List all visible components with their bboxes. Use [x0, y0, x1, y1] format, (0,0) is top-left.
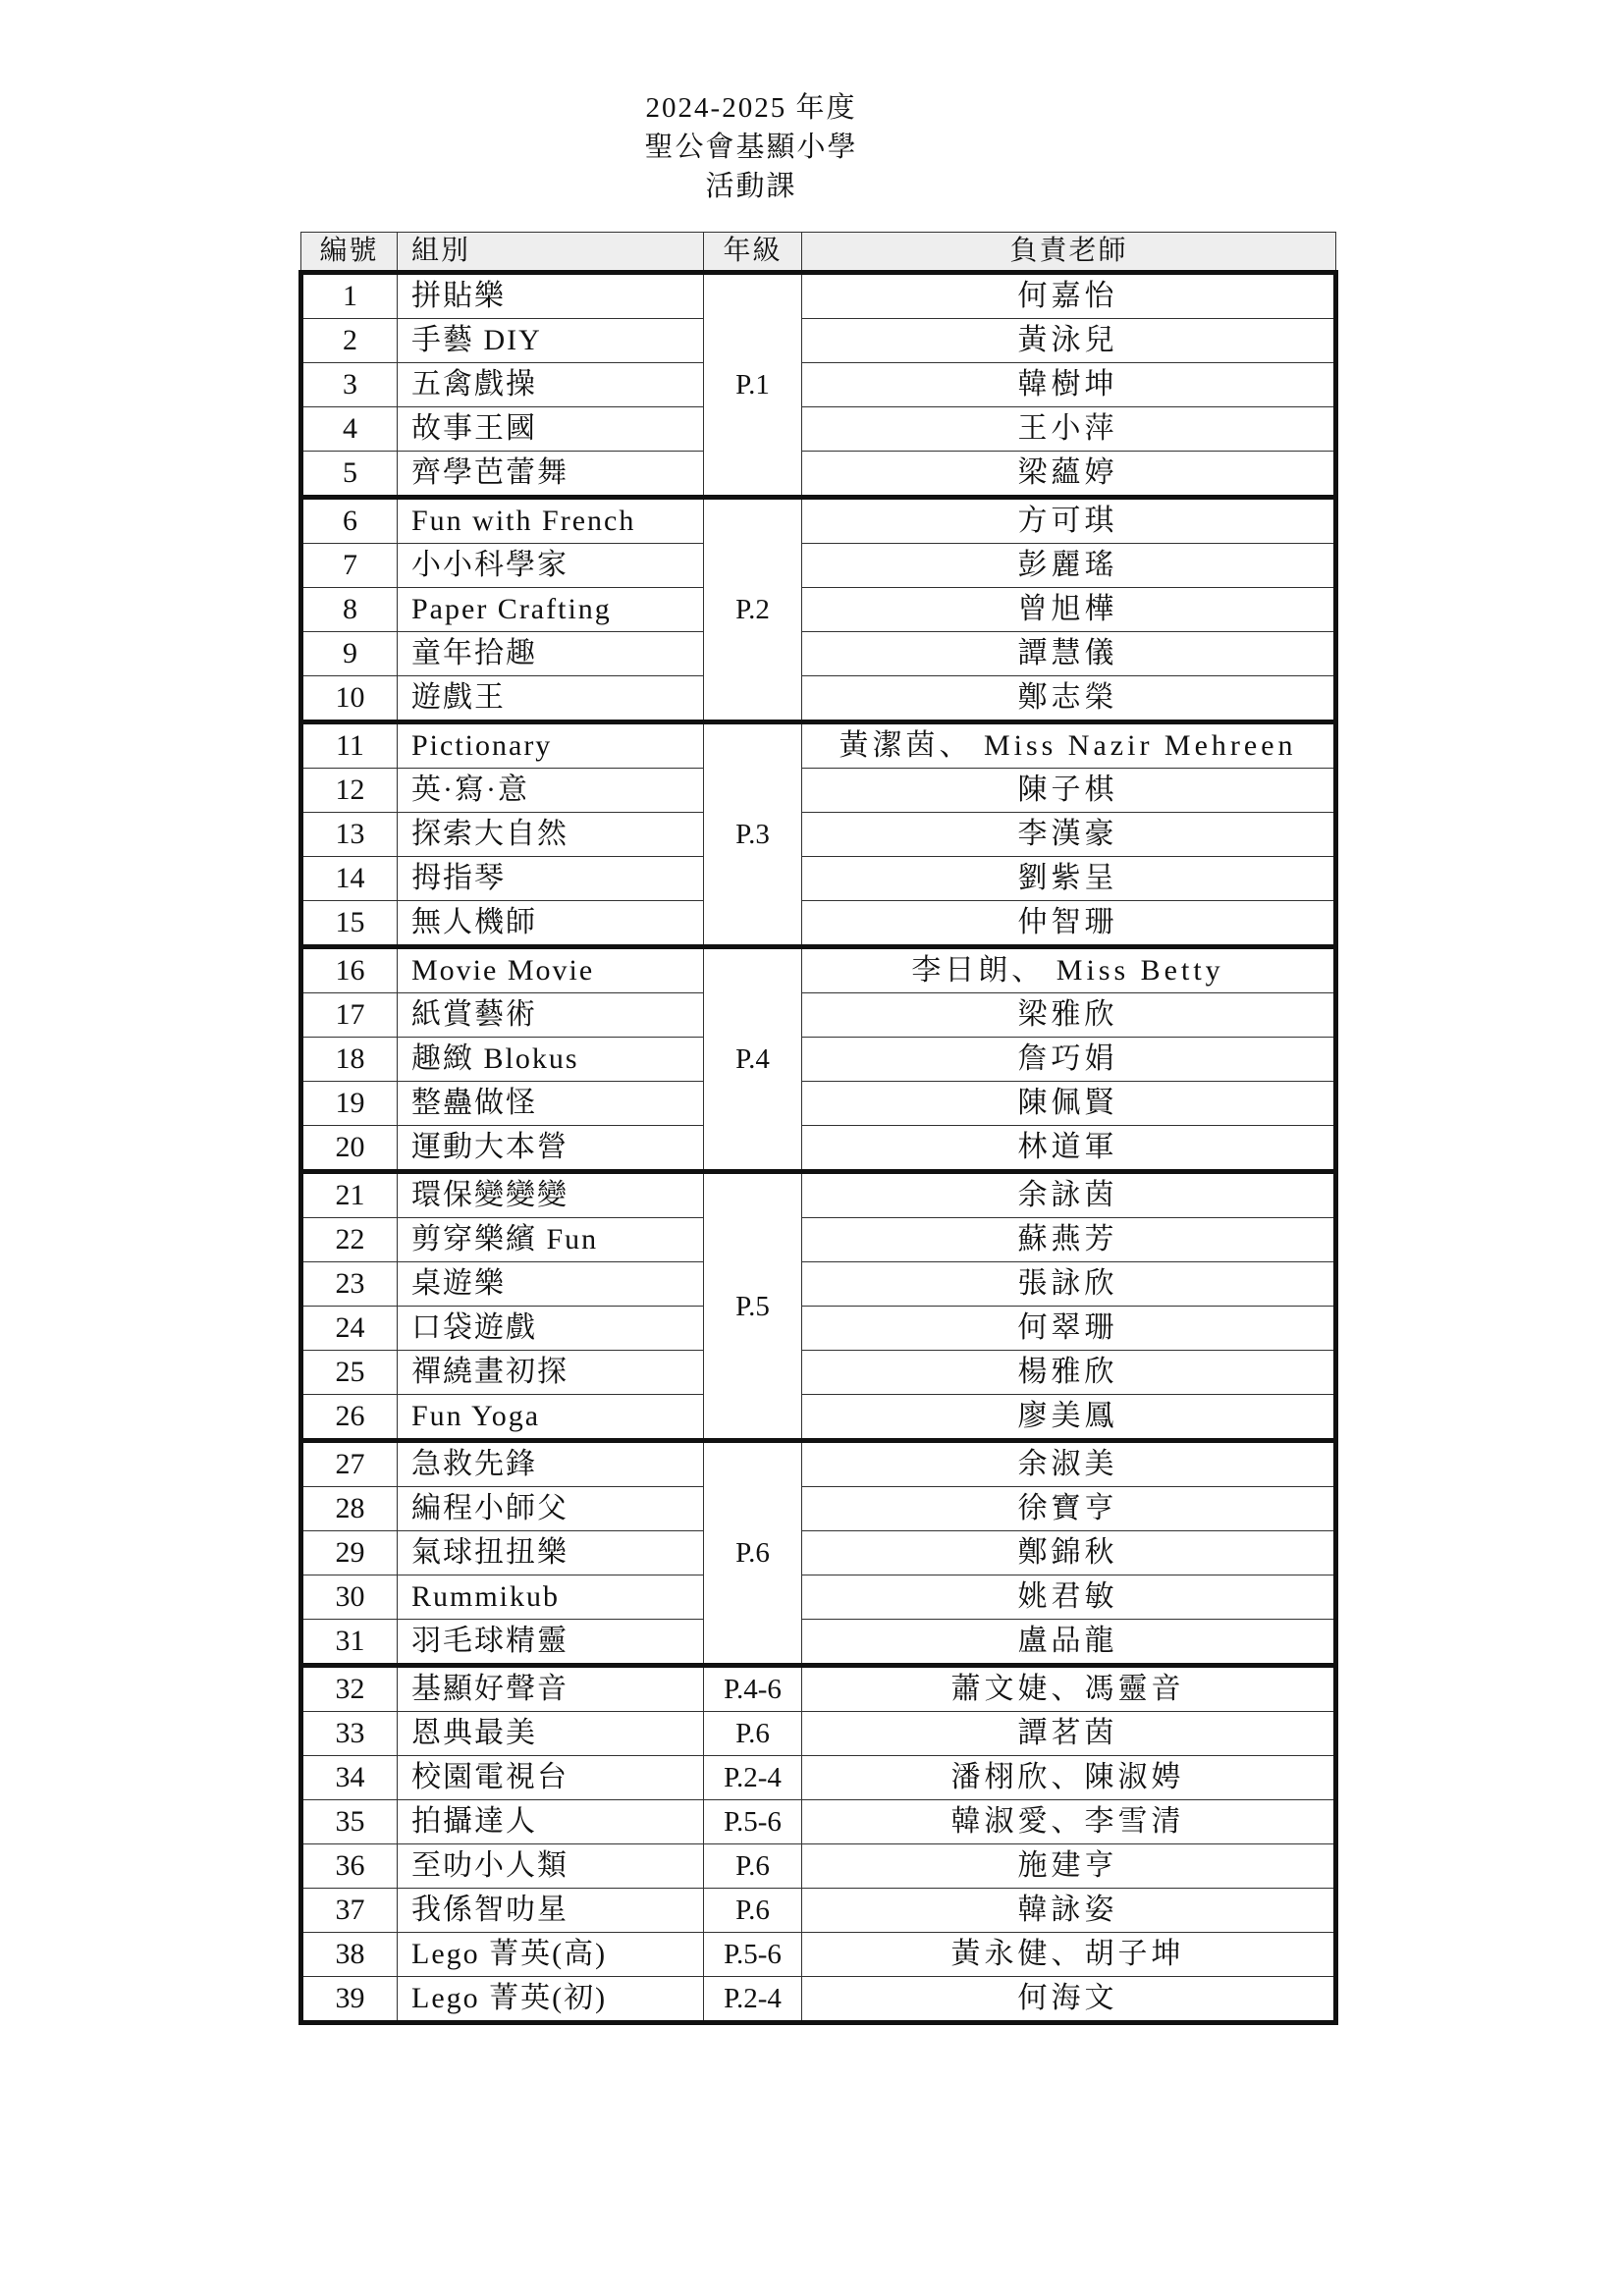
- table-row: [301, 1712, 1336, 1756]
- row-number: 15: [301, 901, 398, 947]
- table-row: [301, 1395, 1336, 1441]
- row-group: 故事王國: [398, 407, 704, 452]
- row-number: 1: [301, 273, 398, 319]
- row-grade: P.4: [704, 947, 802, 1172]
- row-teacher: 黃潔茵、 Miss Nazir Mehreen: [802, 722, 1336, 769]
- row-teacher: 梁雅欣: [802, 993, 1336, 1038]
- row-teacher: 譚慧儀: [802, 632, 1336, 676]
- row-number: 4: [301, 407, 398, 452]
- row-teacher: 潘栩欣、陳淑娉: [802, 1756, 1336, 1800]
- row-group: 紙賞藝術: [398, 993, 704, 1038]
- table-row: [301, 1889, 1336, 1933]
- row-teacher: 鄭志榮: [802, 676, 1336, 722]
- row-number: 16: [301, 947, 398, 993]
- table-row: [301, 722, 1336, 769]
- row-teacher: 梁蘊婷: [802, 452, 1336, 498]
- header-row: [301, 233, 1336, 273]
- row-group: 口袋遊戲: [398, 1307, 704, 1351]
- document-title: [0, 88, 1502, 206]
- activity-table-container: [298, 232, 1333, 2025]
- table-row: [301, 1307, 1336, 1351]
- row-number: 29: [301, 1531, 398, 1575]
- title-school: 聖公會基顯小學: [644, 132, 858, 163]
- row-group: 拍攝達人: [398, 1800, 704, 1844]
- row-group: 運動大本營: [398, 1126, 704, 1172]
- row-grade: P.2: [704, 498, 802, 722]
- row-group: 剪穿樂繽 Fun: [398, 1218, 704, 1262]
- table-row: [301, 1933, 1336, 1977]
- header-no: 編號: [301, 233, 398, 273]
- row-group: 五禽戲操: [398, 363, 704, 407]
- row-number: 35: [301, 1800, 398, 1844]
- row-number: 17: [301, 993, 398, 1038]
- row-group: 急救先鋒: [398, 1441, 704, 1487]
- row-group: 桌遊樂: [398, 1262, 704, 1307]
- row-group: 拇指琴: [398, 857, 704, 901]
- row-teacher: 何海文: [802, 1977, 1336, 2023]
- row-number: 25: [301, 1351, 398, 1395]
- row-number: 5: [301, 452, 398, 498]
- table-row: [301, 407, 1336, 452]
- table-row: [301, 1172, 1336, 1218]
- row-group: 遊戲王: [398, 676, 704, 722]
- table-row: [301, 1844, 1336, 1889]
- row-group: 整蠱做怪: [398, 1082, 704, 1126]
- header-group: 組別: [398, 233, 704, 273]
- activity-table: [298, 232, 1338, 2025]
- table-row: [301, 993, 1336, 1038]
- row-teacher: 李日朗、 Miss Betty: [802, 947, 1336, 993]
- table-row: [301, 1666, 1336, 1712]
- table-row: [301, 947, 1336, 993]
- row-teacher: 蘇燕芳: [802, 1218, 1336, 1262]
- title-subject: 活動課: [705, 171, 797, 202]
- row-teacher: 黃永健、胡子坤: [802, 1933, 1336, 1977]
- row-number: 6: [301, 498, 398, 544]
- row-group: 手藝 DIY: [398, 319, 704, 363]
- row-grade: P.1: [704, 273, 802, 498]
- row-grade: P.2-4: [704, 1756, 802, 1800]
- table-header: [301, 233, 1336, 273]
- row-number: 30: [301, 1575, 398, 1620]
- row-number: 28: [301, 1487, 398, 1531]
- row-teacher: 劉紫呈: [802, 857, 1336, 901]
- row-number: 22: [301, 1218, 398, 1262]
- grade-block: [301, 1441, 1336, 1666]
- row-number: 10: [301, 676, 398, 722]
- row-group: 小小科學家: [398, 544, 704, 588]
- row-group: 編程小師父: [398, 1487, 704, 1531]
- row-grade: P.2-4: [704, 1977, 802, 2023]
- row-teacher: 林道軍: [802, 1126, 1336, 1172]
- row-group: 校園電視台: [398, 1756, 704, 1800]
- row-number: 18: [301, 1038, 398, 1082]
- row-number: 19: [301, 1082, 398, 1126]
- table-row: [301, 1441, 1336, 1487]
- table-row: [301, 273, 1336, 319]
- row-teacher: 詹巧娟: [802, 1038, 1336, 1082]
- row-group: 探索大自然: [398, 813, 704, 857]
- row-teacher: 蕭文婕、馮靈音: [802, 1666, 1336, 1712]
- row-teacher: 黃泳兒: [802, 319, 1336, 363]
- row-teacher: 李漢豪: [802, 813, 1336, 857]
- row-group: 我係智叻星: [398, 1889, 704, 1933]
- row-teacher: 彭麗瑤: [802, 544, 1336, 588]
- row-group: 羽毛球精靈: [398, 1620, 704, 1666]
- row-number: 8: [301, 588, 398, 632]
- row-group: 英·寫·意: [398, 769, 704, 813]
- row-teacher: 陳子棋: [802, 769, 1336, 813]
- row-group: 童年拾趣: [398, 632, 704, 676]
- row-number: 26: [301, 1395, 398, 1441]
- row-grade: P.5-6: [704, 1933, 802, 1977]
- grade-block: [301, 722, 1336, 947]
- row-group: 趣緻 Blokus: [398, 1038, 704, 1082]
- row-grade: P.6: [704, 1889, 802, 1933]
- row-teacher: 韓詠姿: [802, 1889, 1336, 1933]
- title-year: 2024-2025 年度: [645, 92, 857, 124]
- row-group: 恩典最美: [398, 1712, 704, 1756]
- row-teacher: 譚茗茵: [802, 1712, 1336, 1756]
- row-group: Fun Yoga: [398, 1395, 704, 1441]
- grade-block: [301, 273, 1336, 498]
- row-number: 3: [301, 363, 398, 407]
- row-teacher: 余詠茵: [802, 1172, 1336, 1218]
- row-teacher: 韓樹坤: [802, 363, 1336, 407]
- row-group: Paper Crafting: [398, 588, 704, 632]
- row-grade: P.4-6: [704, 1666, 802, 1712]
- grade-block: [301, 1172, 1336, 1441]
- table-row: [301, 363, 1336, 407]
- row-number: 12: [301, 769, 398, 813]
- table-row: [301, 1575, 1336, 1620]
- row-grade: P.6: [704, 1844, 802, 1889]
- row-teacher: 施建亨: [802, 1844, 1336, 1889]
- row-grade: P.6: [704, 1712, 802, 1756]
- row-grade: P.6: [704, 1441, 802, 1666]
- row-teacher: 廖美鳳: [802, 1395, 1336, 1441]
- row-number: 23: [301, 1262, 398, 1307]
- table-row: [301, 857, 1336, 901]
- table-row: [301, 452, 1336, 498]
- table-row: [301, 1487, 1336, 1531]
- row-group: 氣球扭扭樂: [398, 1531, 704, 1575]
- row-number: 24: [301, 1307, 398, 1351]
- row-group: Lego 菁英(高): [398, 1933, 704, 1977]
- row-group: 無人機師: [398, 901, 704, 947]
- table-row: [301, 1351, 1336, 1395]
- row-number: 14: [301, 857, 398, 901]
- grade-block: [301, 498, 1336, 722]
- row-number: 37: [301, 1889, 398, 1933]
- table-row: [301, 588, 1336, 632]
- row-grade: P.5-6: [704, 1800, 802, 1844]
- row-number: 9: [301, 632, 398, 676]
- row-number: 32: [301, 1666, 398, 1712]
- mixed-grade-block: [301, 1666, 1336, 2023]
- row-number: 33: [301, 1712, 398, 1756]
- row-group: Fun with French: [398, 498, 704, 544]
- row-number: 38: [301, 1933, 398, 1977]
- row-number: 20: [301, 1126, 398, 1172]
- row-number: 2: [301, 319, 398, 363]
- table-row: [301, 813, 1336, 857]
- row-number: 39: [301, 1977, 398, 2023]
- row-group: 基顯好聲音: [398, 1666, 704, 1712]
- row-group: 拼貼樂: [398, 273, 704, 319]
- table-row: [301, 676, 1336, 722]
- row-teacher: 陳佩賢: [802, 1082, 1336, 1126]
- row-number: 36: [301, 1844, 398, 1889]
- row-teacher: 余淑美: [802, 1441, 1336, 1487]
- header-teacher: 負責老師: [802, 233, 1336, 273]
- row-number: 7: [301, 544, 398, 588]
- table-row: [301, 544, 1336, 588]
- row-group: Movie Movie: [398, 947, 704, 993]
- row-group: 至叻小人類: [398, 1844, 704, 1889]
- row-group: 禪繞畫初探: [398, 1351, 704, 1395]
- table-row: [301, 319, 1336, 363]
- row-teacher: 曾旭樺: [802, 588, 1336, 632]
- row-grade: P.3: [704, 722, 802, 947]
- row-teacher: 鄭錦秋: [802, 1531, 1336, 1575]
- row-number: 31: [301, 1620, 398, 1666]
- table-row: [301, 1756, 1336, 1800]
- table-row: [301, 1800, 1336, 1844]
- row-number: 34: [301, 1756, 398, 1800]
- row-teacher: 何翠珊: [802, 1307, 1336, 1351]
- table-row: [301, 769, 1336, 813]
- table-row: [301, 1126, 1336, 1172]
- row-group: Pictionary: [398, 722, 704, 769]
- row-teacher: 何嘉怡: [802, 273, 1336, 319]
- table-row: [301, 901, 1336, 947]
- row-teacher: 王小萍: [802, 407, 1336, 452]
- row-number: 27: [301, 1441, 398, 1487]
- table-row: [301, 1262, 1336, 1307]
- row-teacher: 張詠欣: [802, 1262, 1336, 1307]
- row-grade: P.5: [704, 1172, 802, 1441]
- header-grade: 年級: [704, 233, 802, 273]
- row-group: 齊學芭蕾舞: [398, 452, 704, 498]
- table-row: [301, 1038, 1336, 1082]
- row-teacher: 韓淑愛、李雪清: [802, 1800, 1336, 1844]
- row-teacher: 方可琪: [802, 498, 1336, 544]
- row-number: 13: [301, 813, 398, 857]
- table-row: [301, 1531, 1336, 1575]
- table-row: [301, 1082, 1336, 1126]
- row-teacher: 楊雅欣: [802, 1351, 1336, 1395]
- row-group: Rummikub: [398, 1575, 704, 1620]
- row-number: 11: [301, 722, 398, 769]
- table-row: [301, 498, 1336, 544]
- grade-block: [301, 947, 1336, 1172]
- table-row: [301, 1620, 1336, 1666]
- table-row: [301, 632, 1336, 676]
- row-teacher: 姚君敏: [802, 1575, 1336, 1620]
- row-teacher: 盧品龍: [802, 1620, 1336, 1666]
- row-group: Lego 菁英(初): [398, 1977, 704, 2023]
- row-teacher: 徐寶亨: [802, 1487, 1336, 1531]
- table-row: [301, 1977, 1336, 2023]
- row-number: 21: [301, 1172, 398, 1218]
- table-row: [301, 1218, 1336, 1262]
- row-teacher: 仲智珊: [802, 901, 1336, 947]
- row-group: 環保變變變: [398, 1172, 704, 1218]
